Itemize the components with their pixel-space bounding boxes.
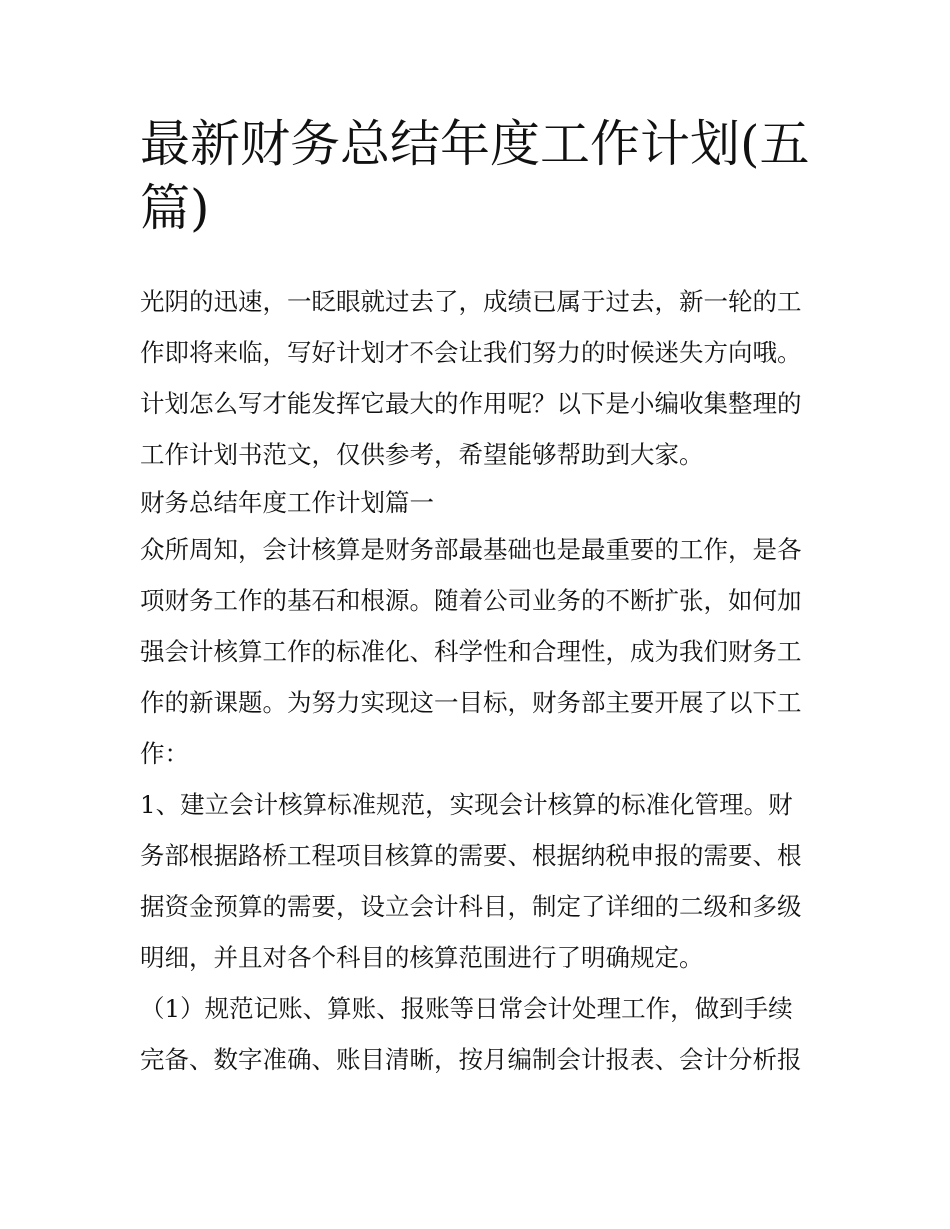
section-heading: 财务总结年度工作计划篇一 [140,488,434,517]
list-item-paragraph: 1、建立会计核算标准规范，实现会计核算的标准化管理。财务部根据路桥工程项目核算的需要、根据纳税申报的需要、根据资金预算的需要，设立会计科目，制定了详细的二级和多级明细，并且对各个科目的核算范围进行了明确规定。 [140,790,802,972]
body-paragraph: 众所周知，会计核算是财务部最基础也是最重要的工作，是各项财务工作的基石和根源。随着公司业务的不断扩张，如何加强会计核算工作的标准化、科学性和合理性，成为我们财务工作的新课题。为努力实现这一目标，财务部主要开展了以下工作： [140,535,802,768]
intro-paragraph: 光阴的迅速，一眨眼就过去了，成绩已属于过去，新一轮的工作即将来临，写好计划才不会让我们努力的时候迷失方向哦。计划怎么写才能发挥它最大的作用呢？以下是小编收集整理的工作计划书范文，仅供参考，希望能够帮助到大家。 [140,287,802,469]
document-body [140,276,815,1085]
document-title: 最新财务总结年度工作计划(五篇) [140,115,810,237]
sub-item-paragraph: （1）规范记账、算账、报账等日常会计处理工作，做到手续完备、数字准确、账目清晰，按月编制会计报表、会计分析报 [140,994,802,1074]
